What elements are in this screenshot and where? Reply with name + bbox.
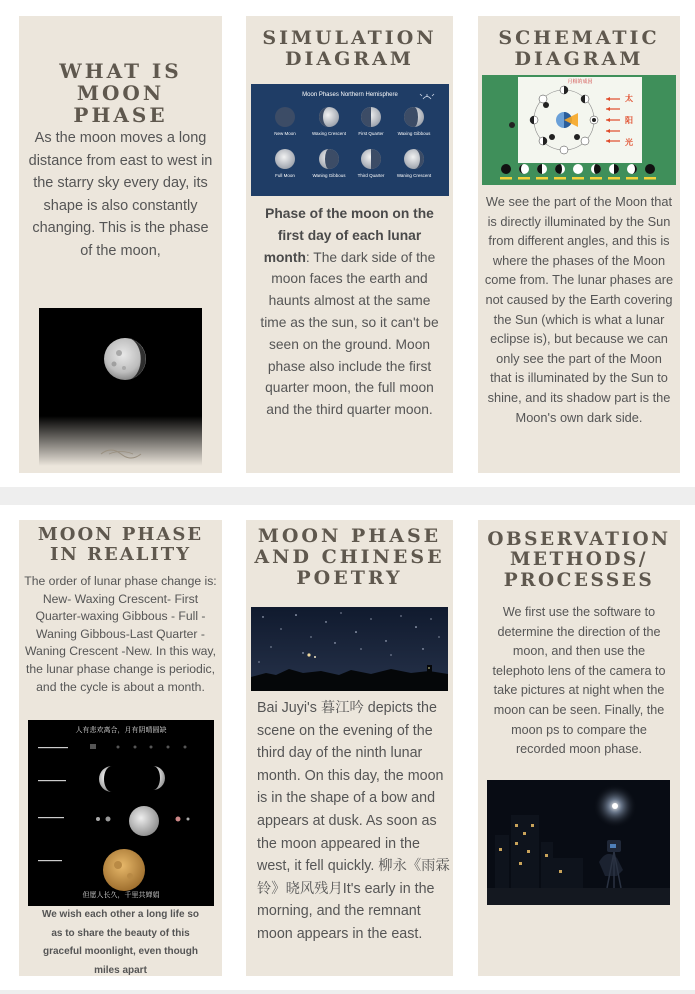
diagram-title: Moon Phases Northern Hemisphere	[302, 92, 398, 98]
night-sky-photo	[251, 607, 448, 691]
card-body-rest: : The dark side of the moon faces the earth and haunts almost at the same time as the sun, so it can't be seen on the ground. Moon phase also include the first quarter moon, the full moon and the third quarter moon.	[260, 249, 439, 418]
card-heading: MOON PHASE AND CHINESE POETRY	[254, 525, 445, 589]
phase-label: New Moon	[274, 131, 296, 136]
card-what-is-moon-phase	[19, 16, 222, 473]
phase-label: Third Quarter	[357, 173, 385, 178]
card-moon-phase-in-reality	[19, 520, 222, 976]
card-heading: MOON PHASE IN REALITY	[37, 524, 204, 565]
schematic-diagram	[482, 75, 676, 185]
moon-phases-photo	[28, 720, 214, 906]
card-body: The order of lunar phase change is: New- Waxing Crescent- First Quarter-waxing Gibbous - Full - Waning Gibbous-Last Quarter -Waning Crescent -New. In this way, the lunar phase change is periodic, and the cycle is about a month.	[24, 574, 217, 694]
card-body	[256, 203, 443, 421]
observation-photo	[487, 780, 670, 905]
card-heading: WHAT IS MOON PHASE	[59, 59, 182, 127]
phase-label: Waxing Gibbous	[397, 131, 431, 136]
sunlight-label: 阳	[625, 116, 633, 125]
card-schematic-diagram	[478, 16, 680, 473]
moon-phases-diagram	[251, 84, 449, 196]
card-body: We see the part of the Moon that is directly illuminated by the Sun from different angles, and this is where the phases of the Moon come from. The lunar phases are not caused by the Earth covering the Sun (which is what a lunar eclipse is), but because we can only see the part of the Moon that is illuminated by the Sun to shine, and its shadow part is the Moon's own dark side.	[484, 194, 674, 425]
schematic-title: 月相的成因	[567, 79, 593, 85]
phase-label: First Quarter	[358, 131, 384, 136]
card-observation-methods	[478, 520, 680, 976]
phase-label: Waning Crescent	[396, 173, 432, 178]
card-moon-phase-chinese-poetry	[246, 520, 453, 976]
phase-label: Waning Gibbous	[312, 173, 346, 178]
card-body: We first use the software to determine the direction of the moon, and then use the telephoto lens of the camera to take pictures at night when the moon can be seen. Finally, the moon ps to compare the recorded moon phase.	[492, 605, 666, 757]
card-body-bold: Phase of the moon on the first day of each lunar month	[263, 206, 434, 265]
photo-caption: 人有悲欢离合，月有阴晴圆缺	[75, 727, 167, 734]
phase-label: Waxing Crescent	[311, 131, 347, 136]
card-simulation-diagram	[246, 16, 453, 473]
photo-quote: We wish each other a long life so as to share the beauty of this graceful moonlight, even though miles apart	[41, 909, 200, 976]
photo-footer: 但愿人长久，千里共婵娟	[82, 892, 160, 899]
card-heading: SIMULATION DIAGRAM	[262, 27, 437, 70]
phase-label: Full Moon	[275, 173, 295, 178]
moon-photo	[39, 308, 202, 466]
card-body: Bai Juyi's 暮江吟 depicts the scene on the evening of the third day of the ninth lunar month. On this day, the moon is in the shape of a bow and appears at dusk. As soon as the moon appeared in the west, it fell quickly. 柳永《雨霖铃》晓风残月It's early in the morning, and the remnant moon appears in the east.	[257, 700, 450, 942]
card-body: As the moon moves a long distance from east to west in the starry sky every day, its shape is also constantly changing. This is the phase of the moon,	[28, 130, 213, 259]
sunlight-label: 光	[625, 138, 633, 147]
card-heading: OBSERVATION METHODS/ PROCESSES	[487, 529, 671, 591]
card-heading: SCHEMATIC DIAGRAM	[498, 27, 660, 70]
sunlight-label: 太	[625, 94, 633, 103]
